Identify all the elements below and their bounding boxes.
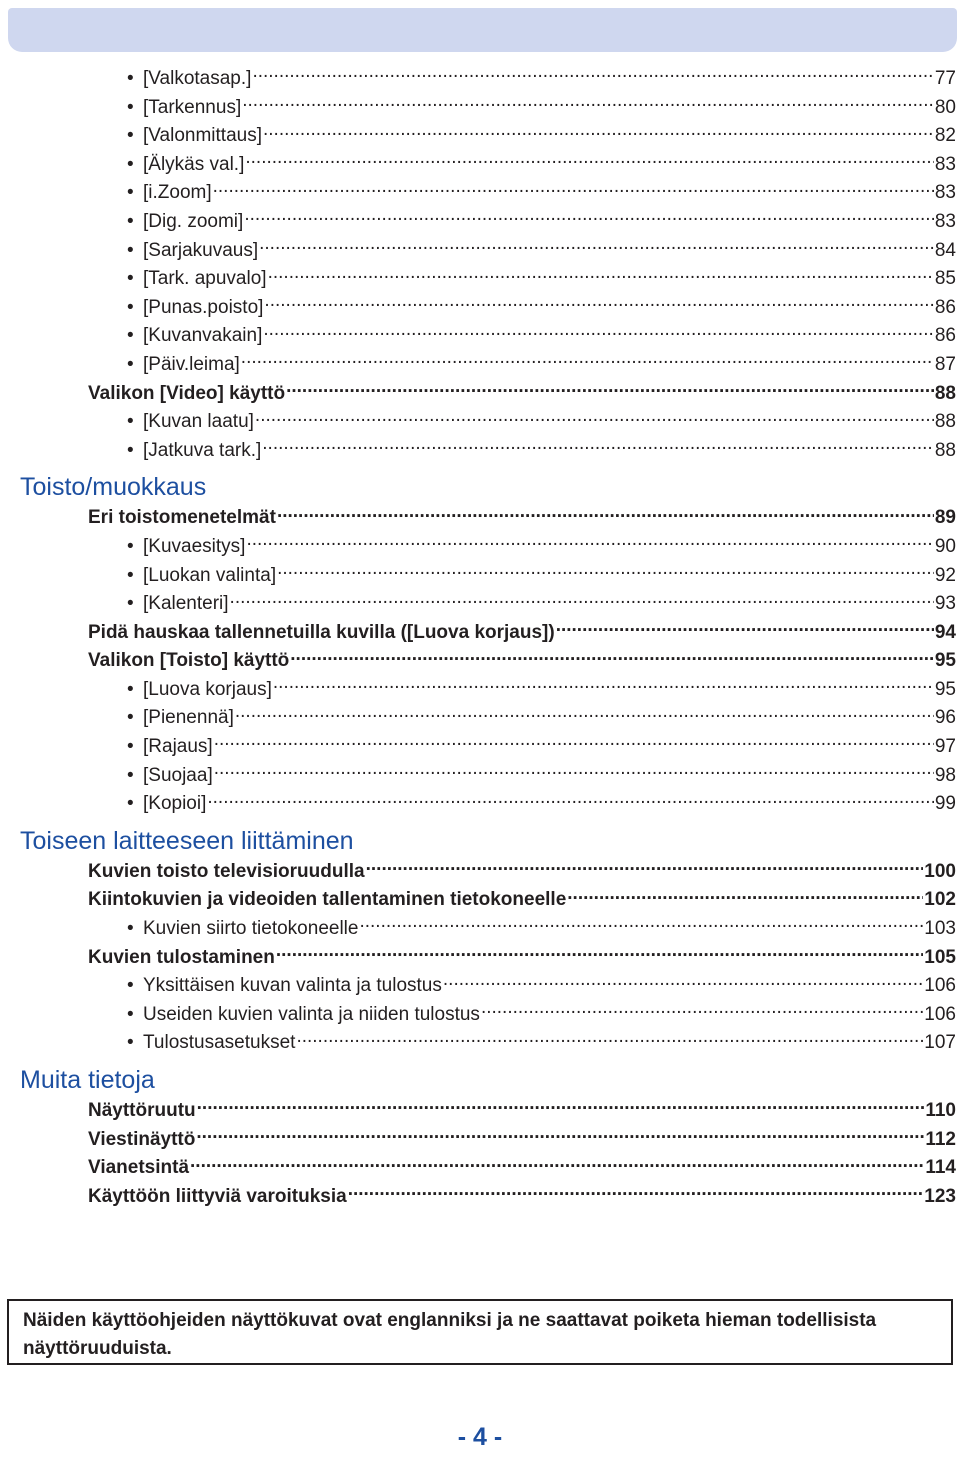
toc-page-number: 80 [934, 96, 956, 118]
table-of-contents [0, 65, 960, 1211]
dot-leader [196, 1126, 924, 1145]
toc-row [0, 380, 960, 409]
toc-entry-label: Pidä hauskaa tallennetuilla kuvilla ([Luova korjaus]) [88, 621, 555, 643]
toc-row [0, 790, 960, 819]
toc-entry-label: [Valkotasap.] [143, 68, 252, 89]
bullet-icon: • [127, 736, 134, 758]
page-number: - 4 - [457, 1423, 503, 1451]
toc-row [0, 1097, 960, 1126]
toc-row [0, 122, 960, 151]
toc-entry-label: Tulostusasetukset [143, 1032, 296, 1054]
toc-entry-main[interactable] [88, 944, 956, 973]
toc-page-number: 89 [934, 507, 956, 529]
dot-leader [443, 972, 923, 991]
toc-section-row [0, 1058, 960, 1097]
toc-entry-label: [Rajaus] [143, 736, 213, 758]
toc-section-title: Muita tietoja [20, 1066, 155, 1094]
dot-leader [273, 676, 934, 695]
dot-leader [242, 94, 934, 113]
toc-entry-label: Näyttöruutu [88, 1100, 196, 1121]
toc-entry-label: Käyttöön liittyviä varoituksia [88, 1185, 347, 1207]
toc-row [0, 886, 960, 915]
toc-page-number: 85 [934, 268, 956, 290]
toc-row [0, 944, 960, 973]
bullet-icon: • [127, 439, 134, 461]
dot-leader [348, 1183, 924, 1202]
toc-page-number: 123 [924, 1185, 956, 1207]
toc-row [0, 294, 960, 323]
toc-entry-main[interactable] [88, 886, 956, 915]
toc-page-number: 95 [934, 650, 956, 672]
dot-leader [268, 265, 934, 284]
toc-entry-sub[interactable] [127, 590, 956, 619]
dot-leader [567, 886, 923, 905]
toc-entry-sub[interactable] [127, 351, 956, 380]
bullet-icon: • [127, 535, 134, 557]
toc-entry-label: [Päiv.leima] [143, 353, 240, 375]
toc-row [0, 322, 960, 351]
toc-page-number: 106 [924, 1003, 956, 1025]
toc-row [0, 237, 960, 266]
toc-entry-label: Kuvien siirto tietokoneelle [143, 918, 359, 940]
toc-entry-sub[interactable] [127, 408, 956, 437]
dot-leader [214, 762, 934, 781]
toc-row [0, 762, 960, 791]
toc-row [0, 915, 960, 944]
toc-entry-main[interactable] [88, 1183, 956, 1212]
dot-leader [366, 858, 924, 877]
toc-row [0, 647, 960, 676]
dot-leader [556, 619, 934, 638]
toc-entry-label: [Valonmittaus] [143, 125, 262, 147]
toc-entry-sub[interactable] [127, 915, 956, 944]
toc-page-number: 88 [934, 411, 956, 433]
dot-leader [252, 65, 933, 84]
toc-page-number: 90 [934, 535, 956, 557]
toc-entry-label: [Tark. apuvalo] [143, 268, 267, 290]
toc-page-number: 88 [934, 382, 956, 404]
dot-leader [235, 704, 934, 723]
toc-entry-label: [Kuvan laatu] [143, 411, 254, 433]
toc-entry-sub[interactable] [127, 676, 956, 705]
toc-entry-main[interactable] [88, 1126, 956, 1155]
toc-entry-label: [Punas.poisto] [143, 296, 264, 318]
toc-row [0, 208, 960, 237]
dot-leader [245, 151, 933, 170]
toc-entry-sub[interactable] [127, 208, 956, 237]
toc-entry-sub[interactable] [127, 265, 956, 294]
dot-leader [290, 647, 934, 666]
toc-row [0, 733, 960, 762]
dot-leader [259, 237, 934, 256]
toc-page-number: 106 [924, 975, 956, 997]
toc-entry-main[interactable] [88, 647, 956, 676]
dot-leader [263, 122, 934, 141]
dot-leader [359, 915, 923, 934]
bullet-icon: • [127, 325, 134, 347]
toc-page-number: 98 [934, 764, 956, 786]
bullet-icon: • [127, 678, 134, 700]
toc-entry-sub[interactable] [127, 733, 956, 762]
dot-leader [286, 380, 934, 399]
toc-entry-label: [i.Zoom] [143, 182, 212, 204]
toc-entry-sub[interactable] [127, 437, 956, 466]
toc-row [0, 94, 960, 123]
toc-page-number: 99 [934, 793, 956, 815]
toc-page-number: 82 [934, 125, 956, 147]
toc-section-title: Toiseen laitteeseen liittäminen [20, 826, 354, 855]
toc-entry-label: [Luova korjaus] [143, 678, 272, 700]
dot-leader [255, 408, 934, 427]
toc-row [0, 351, 960, 380]
bullet-icon: • [127, 1032, 134, 1054]
toc-section-title: Toisto/muokkaus [20, 473, 207, 502]
toc-entry-label: [Kuvanvakain] [143, 325, 263, 347]
toc-page-number: 83 [934, 210, 956, 232]
toc-page-number: 103 [924, 918, 956, 940]
toc-entry-label: Kuvien tulostaminen [88, 946, 275, 968]
dot-leader [230, 590, 934, 609]
toc-page-number: 97 [934, 736, 956, 758]
toc-row [0, 408, 960, 437]
toc-entry-sub[interactable] [127, 704, 956, 733]
toc-entry-sub[interactable] [127, 179, 956, 208]
toc-page-number: 102 [924, 889, 956, 911]
toc-entry-label: [Älykäs val.] [143, 153, 245, 175]
toc-entry-main[interactable] [88, 858, 956, 887]
toc-entry-label: [Kuvaesitys] [143, 535, 246, 557]
toc-entry-main[interactable] [88, 619, 956, 648]
dot-leader [190, 1154, 924, 1173]
toc-page-number: 86 [934, 325, 956, 347]
toc-entry-sub[interactable] [127, 562, 956, 591]
toc-row [0, 590, 960, 619]
toc-entry-label: Vianetsintä [88, 1157, 190, 1179]
dot-leader [214, 733, 934, 752]
toc-page-number: 94 [934, 621, 956, 643]
bullet-icon: • [127, 68, 134, 89]
toc-page-number: 93 [934, 593, 956, 615]
bullet-icon: • [127, 353, 134, 375]
bullet-icon: • [127, 1003, 134, 1025]
dot-leader [197, 1097, 925, 1116]
toc-entry-label: Yksittäisen kuvan valinta ja tulostus [143, 975, 442, 997]
toc-row [0, 972, 960, 1001]
toc-row [0, 265, 960, 294]
notice-text: Näiden käyttöohjeiden näyttökuvat ovat englanniksi ja ne saattavat poiketa hieman todellisista näyttöruuduista. [23, 1310, 877, 1359]
dot-leader [277, 504, 934, 523]
toc-page-number: 92 [934, 564, 956, 586]
dot-leader [263, 322, 934, 341]
bullet-icon: • [127, 182, 134, 204]
toc-row [0, 1154, 960, 1183]
toc-entry-main[interactable] [88, 504, 956, 533]
toc-row [0, 1029, 960, 1058]
toc-page-number: 105 [924, 946, 956, 968]
toc-entry-label: [Kopioi] [143, 793, 207, 815]
dot-leader [276, 944, 923, 963]
dot-leader [262, 437, 934, 456]
toc-entry-label: [Pienennä] [143, 707, 234, 729]
bullet-icon: • [127, 210, 134, 232]
dot-leader [244, 208, 934, 227]
bullet-icon: • [127, 411, 134, 433]
toc-entry-label: Valikon [Video] käyttö [88, 382, 286, 404]
toc-page-number: 110 [925, 1100, 956, 1121]
toc-entry-main[interactable] [88, 1097, 956, 1126]
toc-row [0, 504, 960, 533]
bullet-icon: • [127, 793, 134, 815]
toc-entry-label: Eri toistomenetelmät [88, 507, 276, 529]
bullet-icon: • [127, 125, 134, 147]
toc-entry-sub[interactable] [127, 322, 956, 351]
toc-entry-label: Valikon [Toisto] käyttö [88, 650, 290, 672]
bullet-icon: • [127, 975, 134, 997]
bullet-icon: • [127, 564, 134, 586]
dot-leader [481, 1001, 923, 1020]
bullet-icon: • [127, 593, 134, 615]
toc-row [0, 704, 960, 733]
header-banner [8, 8, 957, 52]
toc-entry-label: [Luokan valinta] [143, 564, 277, 586]
toc-row [0, 533, 960, 562]
toc-entry-label: [Jatkuva tark.] [143, 439, 262, 461]
toc-entry-sub[interactable] [127, 1029, 956, 1058]
toc-page-number: 87 [934, 353, 956, 375]
toc-entry-sub[interactable] [127, 762, 956, 791]
toc-entry-label: Kuvien toisto televisioruudulla [88, 860, 365, 882]
toc-row [0, 562, 960, 591]
dot-leader [241, 351, 934, 370]
toc-row [0, 1183, 960, 1212]
toc-entry-label: Kiintokuvien ja videoiden tallentaminen tietokoneelle [88, 889, 567, 911]
dot-leader [207, 790, 933, 809]
toc-entry-main[interactable] [88, 1154, 956, 1183]
toc-entry-label: Viestinäyttö [88, 1128, 196, 1150]
dot-leader [213, 179, 934, 198]
toc-page-number: 83 [934, 182, 956, 204]
toc-page-number: 83 [934, 153, 956, 175]
toc-entry-main[interactable] [88, 380, 956, 409]
toc-row [0, 676, 960, 705]
toc-page-number: 84 [934, 239, 956, 261]
toc-page-number: 107 [924, 1032, 956, 1054]
toc-row [0, 1126, 960, 1155]
bullet-icon: • [127, 153, 134, 175]
toc-entry-sub[interactable] [127, 151, 956, 180]
toc-row [0, 179, 960, 208]
toc-page-number: 88 [934, 439, 956, 461]
toc-entry-label: Useiden kuvien valinta ja niiden tulostus [143, 1003, 480, 1025]
toc-entry-label: [Dig. zoomi] [143, 210, 244, 232]
toc-page-number: 114 [925, 1157, 956, 1179]
toc-entry-sub[interactable] [127, 65, 956, 94]
toc-section-row [0, 819, 960, 858]
toc-entry-sub[interactable] [127, 533, 956, 562]
bullet-icon: • [127, 96, 134, 118]
notice-box [7, 1299, 953, 1365]
toc-row [0, 1001, 960, 1030]
toc-row [0, 65, 960, 94]
toc-entry-sub[interactable] [127, 237, 956, 266]
toc-entry-sub[interactable] [127, 972, 956, 1001]
toc-page-number: 95 [934, 678, 956, 700]
dot-leader [264, 294, 933, 313]
toc-entry-label: [Kalenteri] [143, 593, 229, 615]
toc-page-number: 100 [924, 860, 956, 882]
toc-section-row [0, 465, 960, 504]
bullet-icon: • [127, 296, 134, 318]
toc-page-number: 86 [934, 296, 956, 318]
bullet-icon: • [127, 268, 134, 290]
dot-leader [277, 562, 934, 581]
toc-page-number: 96 [934, 707, 956, 729]
toc-entry-sub[interactable] [127, 94, 956, 123]
dot-leader [246, 533, 933, 552]
toc-entry-sub[interactable] [127, 1001, 956, 1030]
toc-page-number: 112 [925, 1128, 956, 1150]
bullet-icon: • [127, 918, 134, 940]
bullet-icon: • [127, 764, 134, 786]
toc-entry-sub[interactable] [127, 790, 956, 819]
toc-entry-label: [Sarjakuvaus] [143, 239, 259, 261]
toc-row [0, 619, 960, 648]
toc-row [0, 858, 960, 887]
dot-leader [296, 1029, 923, 1048]
bullet-icon: • [127, 707, 134, 729]
toc-page-number: 77 [934, 68, 956, 89]
toc-entry-sub[interactable] [127, 122, 956, 151]
toc-row [0, 151, 960, 180]
bullet-icon: • [127, 239, 134, 261]
toc-entry-sub[interactable] [127, 294, 956, 323]
toc-row [0, 437, 960, 466]
toc-entry-label: [Tarkennus] [143, 96, 242, 118]
toc-entry-label: [Suojaa] [143, 764, 213, 786]
